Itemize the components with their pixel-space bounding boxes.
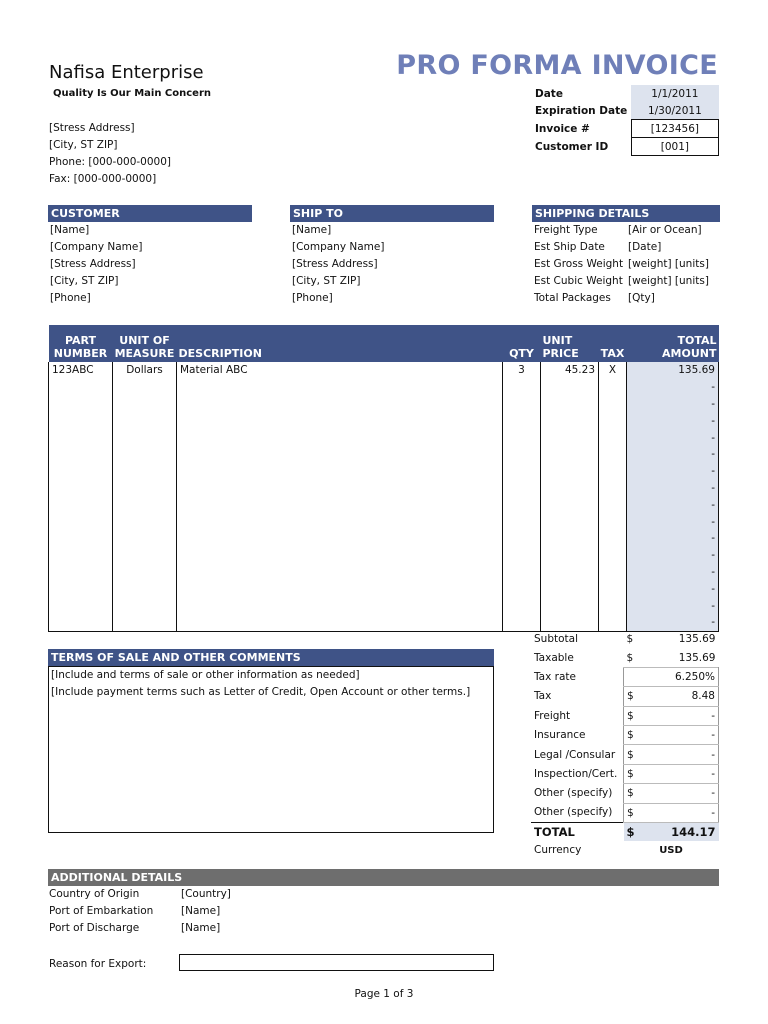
total-amount-cell: - xyxy=(627,530,719,547)
customer-section xyxy=(48,205,252,307)
total-amount-cell: - xyxy=(627,513,719,530)
totals-currency: $ xyxy=(624,784,651,803)
unit-cell[interactable] xyxy=(113,564,177,581)
table-row xyxy=(49,547,719,564)
totals-value: 135.69 xyxy=(678,633,716,646)
qty-cell[interactable] xyxy=(503,463,541,480)
additional-header: ADDITIONAL DETAILS xyxy=(48,869,719,886)
tax-cell[interactable] xyxy=(599,446,627,463)
part-number-cell[interactable] xyxy=(49,513,113,530)
total-amount-cell: - xyxy=(627,547,719,564)
document-title: PRO FORMA INVOICE xyxy=(396,50,718,81)
unit-price-cell[interactable] xyxy=(541,580,599,597)
col-part-number xyxy=(49,325,113,362)
invoice-number-value[interactable]: [123456] xyxy=(631,120,718,138)
description-cell[interactable] xyxy=(177,597,503,614)
shipping-label: Freight Type xyxy=(534,224,598,236)
totals-value[interactable]: - xyxy=(650,706,719,725)
shipping-header: SHIPPING DETAILS xyxy=(532,205,720,222)
unit-price-cell[interactable] xyxy=(541,429,599,446)
part-number-cell[interactable] xyxy=(49,496,113,513)
shipping-value[interactable]: [weight] [units] xyxy=(628,258,709,270)
totals-value[interactable]: 6.250% xyxy=(650,667,719,686)
description-cell[interactable] xyxy=(177,530,503,547)
unit-price-cell[interactable] xyxy=(541,614,599,631)
description-cell[interactable] xyxy=(177,429,503,446)
tax-cell[interactable] xyxy=(599,614,627,631)
description-cell[interactable] xyxy=(177,412,503,429)
col-qty: QTY xyxy=(503,325,541,362)
invoice-number-label: Invoice # xyxy=(535,122,590,135)
description-cell[interactable] xyxy=(177,564,503,581)
totals-value[interactable]: - xyxy=(650,725,719,744)
additional-label: Port of Embarkation xyxy=(49,905,154,917)
customer-line: [Company Name] xyxy=(50,241,143,253)
unit-cell[interactable] xyxy=(113,446,177,463)
qty-cell[interactable] xyxy=(503,530,541,547)
customer-line: [Phone] xyxy=(50,292,91,304)
description-cell[interactable]: Material ABC xyxy=(177,362,503,379)
table-row xyxy=(49,362,719,379)
unit-price-cell[interactable] xyxy=(541,412,599,429)
customer-id-label: Customer ID xyxy=(535,140,609,153)
total-label: TOTAL xyxy=(531,822,624,841)
totals-label: Subtotal xyxy=(534,633,578,646)
description-cell[interactable] xyxy=(177,513,503,530)
col-total-amount: TOTAL AMOUNT xyxy=(627,325,719,362)
terms-header: TERMS OF SALE AND OTHER COMMENTS xyxy=(48,649,494,666)
qty-cell[interactable]: 3 xyxy=(503,362,541,379)
date-value[interactable]: 1/1/2011 xyxy=(631,85,718,102)
unit-price-cell[interactable] xyxy=(541,564,599,581)
totals-value[interactable]: 8.48 xyxy=(650,687,719,706)
unit-cell[interactable] xyxy=(113,463,177,480)
totals-currency: $ xyxy=(626,651,634,664)
part-number-cell[interactable] xyxy=(49,530,113,547)
col-part-line2: NUMBER xyxy=(53,347,108,360)
totals-value[interactable]: - xyxy=(650,764,719,783)
part-number-cell[interactable] xyxy=(49,412,113,429)
company-tagline: Quality Is Our Main Concern xyxy=(53,88,212,99)
total-amount-cell: - xyxy=(627,496,719,513)
tax-cell[interactable] xyxy=(599,597,627,614)
tax-cell[interactable]: X xyxy=(599,362,627,379)
part-number-cell[interactable] xyxy=(49,564,113,581)
qty-cell[interactable] xyxy=(503,480,541,497)
total-amount-cell: - xyxy=(627,580,719,597)
unit-cell[interactable] xyxy=(113,513,177,530)
totals-label: Tax xyxy=(534,690,552,703)
tax-cell[interactable] xyxy=(599,496,627,513)
col-unit-of-measure xyxy=(113,325,177,362)
totals-row xyxy=(531,745,719,764)
shipping-label: Total Packages xyxy=(534,292,611,304)
customer-line: [Stress Address] xyxy=(50,258,136,270)
qty-cell[interactable] xyxy=(503,379,541,396)
part-number-cell[interactable] xyxy=(49,580,113,597)
total-amount-cell: - xyxy=(627,597,719,614)
page-number: Page 1 of 3 xyxy=(354,988,414,1000)
totals-row xyxy=(531,803,719,822)
unit-cell[interactable] xyxy=(113,480,177,497)
description-cell[interactable] xyxy=(177,379,503,396)
total-currency: $ xyxy=(624,822,651,841)
unit-cell[interactable]: Dollars xyxy=(113,362,177,379)
description-cell[interactable] xyxy=(177,547,503,564)
unit-price-cell[interactable] xyxy=(541,547,599,564)
totals-row xyxy=(531,784,719,803)
unit-cell[interactable] xyxy=(113,580,177,597)
additional-section xyxy=(48,869,719,937)
qty-cell[interactable] xyxy=(503,412,541,429)
totals-value: 135.69 xyxy=(678,651,716,664)
qty-cell[interactable] xyxy=(503,564,541,581)
tax-cell[interactable] xyxy=(599,463,627,480)
totals-row xyxy=(531,706,719,725)
ship-to-header: SHIP TO xyxy=(290,205,494,222)
part-number-cell[interactable] xyxy=(49,614,113,631)
col-unit-line1: UNIT OF xyxy=(119,334,170,347)
totals-currency: $ xyxy=(624,803,651,822)
additional-value[interactable]: [Country] xyxy=(181,888,231,900)
unit-price-cell[interactable] xyxy=(541,530,599,547)
unit-price-cell[interactable] xyxy=(541,597,599,614)
tax-cell[interactable] xyxy=(599,547,627,564)
additional-value[interactable]: [Name] xyxy=(181,922,221,934)
totals-label: Freight xyxy=(534,709,571,722)
unit-cell[interactable] xyxy=(113,496,177,513)
shipping-value[interactable]: [Date] xyxy=(628,241,662,253)
totals-currency: $ xyxy=(624,764,651,783)
description-cell[interactable] xyxy=(177,396,503,413)
shipping-label: Est Gross Weight xyxy=(534,258,624,270)
currency-value[interactable]: USD xyxy=(659,844,683,856)
description-cell[interactable] xyxy=(177,446,503,463)
col-unit-line2: MEASURE xyxy=(114,347,175,360)
terms-section xyxy=(48,649,494,833)
totals-label: Legal /Consular xyxy=(534,748,616,761)
total-amount-cell: - xyxy=(627,429,719,446)
additional-value[interactable]: [Name] xyxy=(181,905,221,917)
qty-cell[interactable] xyxy=(503,429,541,446)
description-cell[interactable] xyxy=(177,580,503,597)
tax-cell[interactable] xyxy=(599,564,627,581)
additional-label: Port of Discharge xyxy=(49,922,140,934)
tax-cell[interactable] xyxy=(599,379,627,396)
ship-to-line: [Phone] xyxy=(292,292,333,304)
table-row xyxy=(49,480,719,497)
totals-label: Tax rate xyxy=(534,670,576,683)
shipping-value[interactable]: [weight] [units] xyxy=(628,275,709,287)
table-row xyxy=(49,496,719,513)
col-price-line2: PRICE xyxy=(542,347,579,360)
shipping-value[interactable]: [Qty] xyxy=(628,292,655,304)
table-row xyxy=(49,614,719,631)
company-phone: Phone: [000-000-0000] xyxy=(49,156,171,168)
unit-price-cell[interactable] xyxy=(541,496,599,513)
description-cell[interactable] xyxy=(177,614,503,631)
table-row xyxy=(49,379,719,396)
tax-cell[interactable] xyxy=(599,412,627,429)
unit-price-cell[interactable] xyxy=(541,446,599,463)
col-part-line1: PART xyxy=(64,334,97,347)
part-number-cell[interactable] xyxy=(49,379,113,396)
date-label: Date xyxy=(535,87,563,100)
col-tax: TAX xyxy=(599,325,627,362)
shipping-section xyxy=(532,205,720,307)
additional-label: Country of Origin xyxy=(49,888,140,900)
table-row xyxy=(49,564,719,581)
table-row xyxy=(49,463,719,480)
totals-value[interactable]: - xyxy=(650,745,719,764)
unit-cell[interactable] xyxy=(113,614,177,631)
tax-cell[interactable] xyxy=(599,530,627,547)
customer-line: [City, ST ZIP] xyxy=(50,275,119,287)
part-number-cell[interactable] xyxy=(49,429,113,446)
table-row xyxy=(49,412,719,429)
total-value: 144.17 xyxy=(650,822,719,841)
total-amount-cell: - xyxy=(627,564,719,581)
totals-value[interactable]: - xyxy=(650,784,719,803)
qty-cell[interactable] xyxy=(503,446,541,463)
description-cell[interactable] xyxy=(177,496,503,513)
reason-for-export-label: Reason for Export: xyxy=(49,958,147,970)
totals-currency xyxy=(624,667,651,686)
ship-to-line: [Stress Address] xyxy=(292,258,378,270)
table-row xyxy=(49,429,719,446)
company-name: Nafisa Enterprise xyxy=(49,62,204,83)
expiration-value[interactable]: 1/30/2011 xyxy=(631,102,718,120)
totals-label: Other (specify) xyxy=(534,787,613,800)
part-number-cell[interactable] xyxy=(49,446,113,463)
col-description: DESCRIPTION xyxy=(177,325,503,362)
description-cell[interactable] xyxy=(177,480,503,497)
company-fax: Fax: [000-000-0000] xyxy=(49,173,157,185)
unit-price-cell[interactable] xyxy=(541,396,599,413)
currency-label: Currency xyxy=(534,844,582,857)
expiration-label: Expiration Date xyxy=(535,104,628,117)
unit-price-cell[interactable] xyxy=(541,480,599,497)
unit-cell[interactable] xyxy=(113,597,177,614)
unit-price-cell[interactable] xyxy=(541,513,599,530)
table-row xyxy=(49,396,719,413)
unit-price-cell[interactable]: 45.23 xyxy=(541,362,599,379)
part-number-cell[interactable] xyxy=(49,597,113,614)
shipping-label: Est Cubic Weight xyxy=(534,275,623,287)
total-amount-cell: - xyxy=(627,396,719,413)
unit-cell[interactable] xyxy=(113,530,177,547)
table-row xyxy=(49,446,719,463)
total-amount-cell: - xyxy=(627,446,719,463)
qty-cell[interactable] xyxy=(503,547,541,564)
unit-price-cell[interactable] xyxy=(541,379,599,396)
invoice-meta xyxy=(531,85,719,156)
part-number-cell[interactable] xyxy=(49,480,113,497)
unit-cell[interactable] xyxy=(113,412,177,429)
total-amount-cell: - xyxy=(627,463,719,480)
qty-cell[interactable] xyxy=(503,597,541,614)
ship-to-section xyxy=(290,205,494,307)
totals-currency: $ xyxy=(624,725,651,744)
part-number-cell[interactable] xyxy=(49,463,113,480)
col-price-line1: UNIT xyxy=(542,334,573,347)
table-row xyxy=(49,530,719,547)
ship-to-line: [Name] xyxy=(292,224,332,236)
total-amount-cell: - xyxy=(627,480,719,497)
ship-to-line: [Company Name] xyxy=(292,241,385,253)
qty-cell[interactable] xyxy=(503,496,541,513)
part-number-cell[interactable] xyxy=(49,396,113,413)
shipping-value[interactable]: [Air or Ocean] xyxy=(628,224,702,236)
ship-to-line: [City, ST ZIP] xyxy=(292,275,361,287)
col-unit-price xyxy=(541,325,599,362)
totals-row xyxy=(531,725,719,744)
totals-label: Inspection/Cert. xyxy=(534,767,618,780)
description-cell[interactable] xyxy=(177,463,503,480)
totals-currency: $ xyxy=(626,633,634,646)
total-amount-cell: - xyxy=(627,379,719,396)
company-city: [City, ST ZIP] xyxy=(49,139,118,151)
customer-id-value[interactable]: [001] xyxy=(631,138,718,156)
totals-label: Insurance xyxy=(534,729,586,742)
unit-price-cell[interactable] xyxy=(541,463,599,480)
totals-currency: $ xyxy=(624,706,651,725)
line-items-table xyxy=(48,325,719,632)
qty-cell[interactable] xyxy=(503,396,541,413)
unit-cell[interactable] xyxy=(113,429,177,446)
unit-cell[interactable] xyxy=(113,547,177,564)
totals-label: Taxable xyxy=(534,651,574,664)
part-number-cell[interactable]: 123ABC xyxy=(49,362,113,379)
terms-line: [Include payment terms such as Letter of Credit, Open Account or other terms.] xyxy=(51,686,471,698)
tax-cell[interactable] xyxy=(599,480,627,497)
totals-row xyxy=(531,764,719,783)
totals-currency: $ xyxy=(624,745,651,764)
qty-cell[interactable] xyxy=(503,614,541,631)
total-amount-cell: 135.69 xyxy=(627,362,719,379)
total-amount-cell: - xyxy=(627,412,719,429)
qty-cell[interactable] xyxy=(503,580,541,597)
totals-row xyxy=(531,648,719,667)
totals-table xyxy=(531,630,719,860)
unit-cell[interactable] xyxy=(113,396,177,413)
totals-value[interactable]: - xyxy=(650,803,719,822)
totals-row xyxy=(531,687,719,706)
totals-label: Other (specify) xyxy=(534,806,613,819)
tax-cell[interactable] xyxy=(599,580,627,597)
terms-line: [Include and terms of sale or other information as needed] xyxy=(51,669,360,681)
tax-cell[interactable] xyxy=(599,429,627,446)
total-amount-cell: - xyxy=(627,614,719,631)
customer-header: CUSTOMER xyxy=(48,205,252,222)
tax-cell[interactable] xyxy=(599,513,627,530)
totals-currency: $ xyxy=(624,687,651,706)
customer-line: [Name] xyxy=(50,224,90,236)
unit-cell[interactable] xyxy=(113,379,177,396)
shipping-label: Est Ship Date xyxy=(534,241,605,253)
totals-row xyxy=(531,630,719,648)
totals-row xyxy=(531,667,719,686)
table-row xyxy=(49,580,719,597)
reason-for-export-field[interactable] xyxy=(179,954,494,971)
part-number-cell[interactable] xyxy=(49,547,113,564)
qty-cell[interactable] xyxy=(503,513,541,530)
table-row xyxy=(49,513,719,530)
company-address: [Stress Address] xyxy=(49,122,135,134)
tax-cell[interactable] xyxy=(599,396,627,413)
company-contact xyxy=(49,120,171,188)
terms-box[interactable] xyxy=(48,666,494,833)
table-row xyxy=(49,597,719,614)
